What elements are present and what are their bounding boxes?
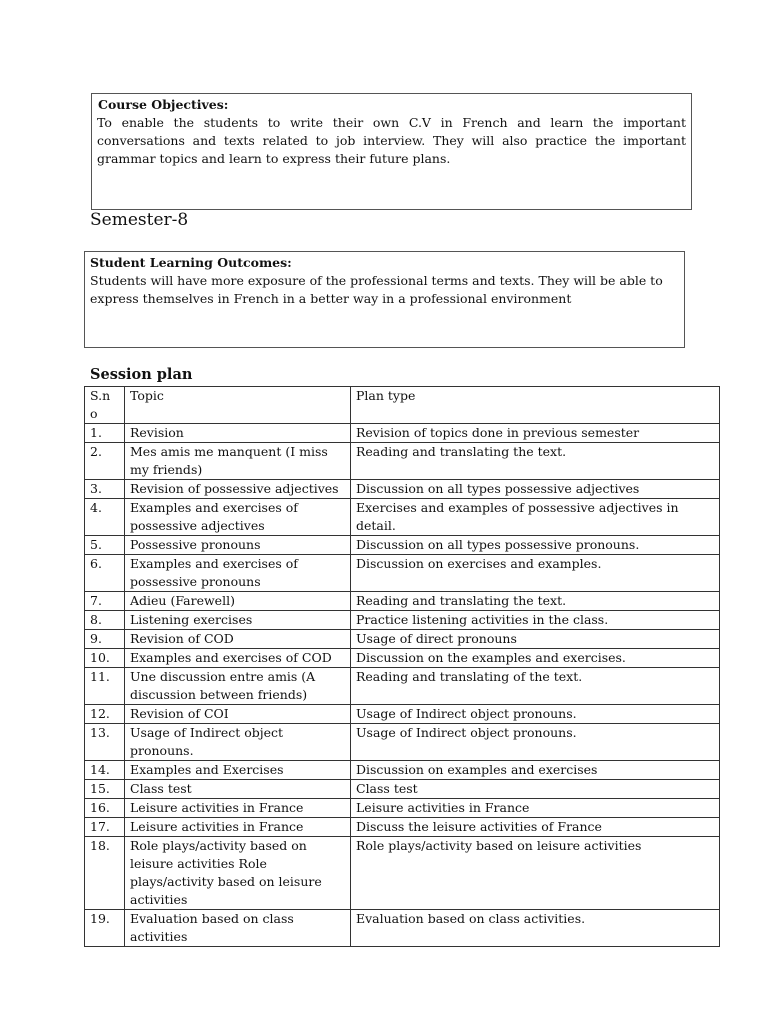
session-plan-heading: Session plan [90, 366, 193, 383]
header-sno: S.n o [85, 387, 125, 424]
session-plan-table [84, 386, 720, 947]
cell-plan: Exercises and examples of possessive adjectives in detail. [351, 499, 720, 536]
cell-sno: 9. [85, 630, 125, 649]
header-plan-type: Plan type [351, 387, 720, 424]
table-row [85, 630, 720, 649]
cell-sno: 3. [85, 480, 125, 499]
cell-topic: Leisure activities in France [125, 799, 351, 818]
table-row [85, 780, 720, 799]
table-row [85, 724, 720, 761]
cell-topic: Revision [125, 424, 351, 443]
cell-plan: Discussion on exercises and examples. [351, 555, 720, 592]
cell-sno: 18. [85, 837, 125, 910]
table-row [85, 761, 720, 780]
cell-topic: Evaluation based on class activities [125, 910, 351, 947]
table-row [85, 592, 720, 611]
table-row [85, 499, 720, 536]
cell-plan: Class test [351, 780, 720, 799]
cell-plan: Usage of Indirect object pronouns. [351, 705, 720, 724]
cell-plan: Usage of direct pronouns [351, 630, 720, 649]
cell-plan: Discussion on examples and exercises [351, 761, 720, 780]
table-row [85, 443, 720, 480]
cell-sno: 2. [85, 443, 125, 480]
table-row [85, 818, 720, 837]
table-row [85, 910, 720, 947]
learning-outcomes-title: Student Learning Outcomes: [90, 255, 292, 270]
cell-topic: Revision of COI [125, 705, 351, 724]
cell-sno: 5. [85, 536, 125, 555]
cell-topic: Mes amis me manquent (I miss my friends) [125, 443, 351, 480]
cell-plan: Discussion on all types possessive adjectives [351, 480, 720, 499]
cell-topic: Revision of COD [125, 630, 351, 649]
cell-topic: Class test [125, 780, 351, 799]
header-topic: Topic [125, 387, 351, 424]
table-row [85, 480, 720, 499]
cell-plan: Leisure activities in France [351, 799, 720, 818]
cell-topic: Role plays/activity based on leisure activities Role plays/activity based on leisure activities [125, 837, 351, 910]
course-objectives-box [91, 93, 692, 210]
cell-plan: Role plays/activity based on leisure activities [351, 837, 720, 910]
table-row [85, 705, 720, 724]
cell-sno: 10. [85, 649, 125, 668]
cell-plan: Evaluation based on class activities. [351, 910, 720, 947]
cell-plan: Discussion on the examples and exercises. [351, 649, 720, 668]
table-row [85, 837, 720, 910]
cell-sno: 6. [85, 555, 125, 592]
cell-sno: 17. [85, 818, 125, 837]
learning-outcomes-box [84, 251, 685, 348]
cell-topic: Examples and exercises of possessive pronouns [125, 555, 351, 592]
cell-sno: 7. [85, 592, 125, 611]
cell-topic: Examples and Exercises [125, 761, 351, 780]
cell-sno: 8. [85, 611, 125, 630]
cell-sno: 11. [85, 668, 125, 705]
cell-sno: 13. [85, 724, 125, 761]
table-row [85, 611, 720, 630]
table-header-row [85, 387, 720, 424]
cell-topic: Usage of Indirect object pronouns. [125, 724, 351, 761]
cell-plan: Discuss the leisure activities of France [351, 818, 720, 837]
cell-plan: Practice listening activities in the class. [351, 611, 720, 630]
cell-sno: 1. [85, 424, 125, 443]
cell-sno: 4. [85, 499, 125, 536]
table-row [85, 799, 720, 818]
course-objectives-text: To enable the students to write their own C.V in French and learn the important conversations and texts related to job interview. They will also practice the important grammar topics and learn to express their future plans. [97, 115, 686, 166]
table-row [85, 649, 720, 668]
cell-sno: 15. [85, 780, 125, 799]
cell-plan: Discussion on all types possessive pronouns. [351, 536, 720, 555]
cell-sno: 14. [85, 761, 125, 780]
table-row [85, 555, 720, 592]
cell-sno: 16. [85, 799, 125, 818]
course-objectives-title: Course Objectives: [98, 97, 229, 112]
cell-topic: Listening exercises [125, 611, 351, 630]
cell-plan: Reading and translating of the text. [351, 668, 720, 705]
cell-plan: Revision of topics done in previous semester [351, 424, 720, 443]
cell-plan: Reading and translating the text. [351, 592, 720, 611]
learning-outcomes-text: Students will have more exposure of the professional terms and texts. They will be able to express themselves in French in a better way in a professional environment [90, 273, 663, 306]
cell-topic: Adieu (Farewell) [125, 592, 351, 611]
cell-topic: Examples and exercises of possessive adjectives [125, 499, 351, 536]
cell-topic: Une discussion entre amis (A discussion between friends) [125, 668, 351, 705]
cell-topic: Revision of possessive adjectives [125, 480, 351, 499]
cell-sno: 12. [85, 705, 125, 724]
table-row [85, 424, 720, 443]
cell-topic: Examples and exercises of COD [125, 649, 351, 668]
cell-topic: Possessive pronouns [125, 536, 351, 555]
table-row [85, 668, 720, 705]
cell-topic: Leisure activities in France [125, 818, 351, 837]
cell-plan: Reading and translating the text. [351, 443, 720, 480]
cell-plan: Usage of Indirect object pronouns. [351, 724, 720, 761]
cell-sno: 19. [85, 910, 125, 947]
table-row [85, 536, 720, 555]
semester-heading: Semester-8 [90, 210, 189, 230]
